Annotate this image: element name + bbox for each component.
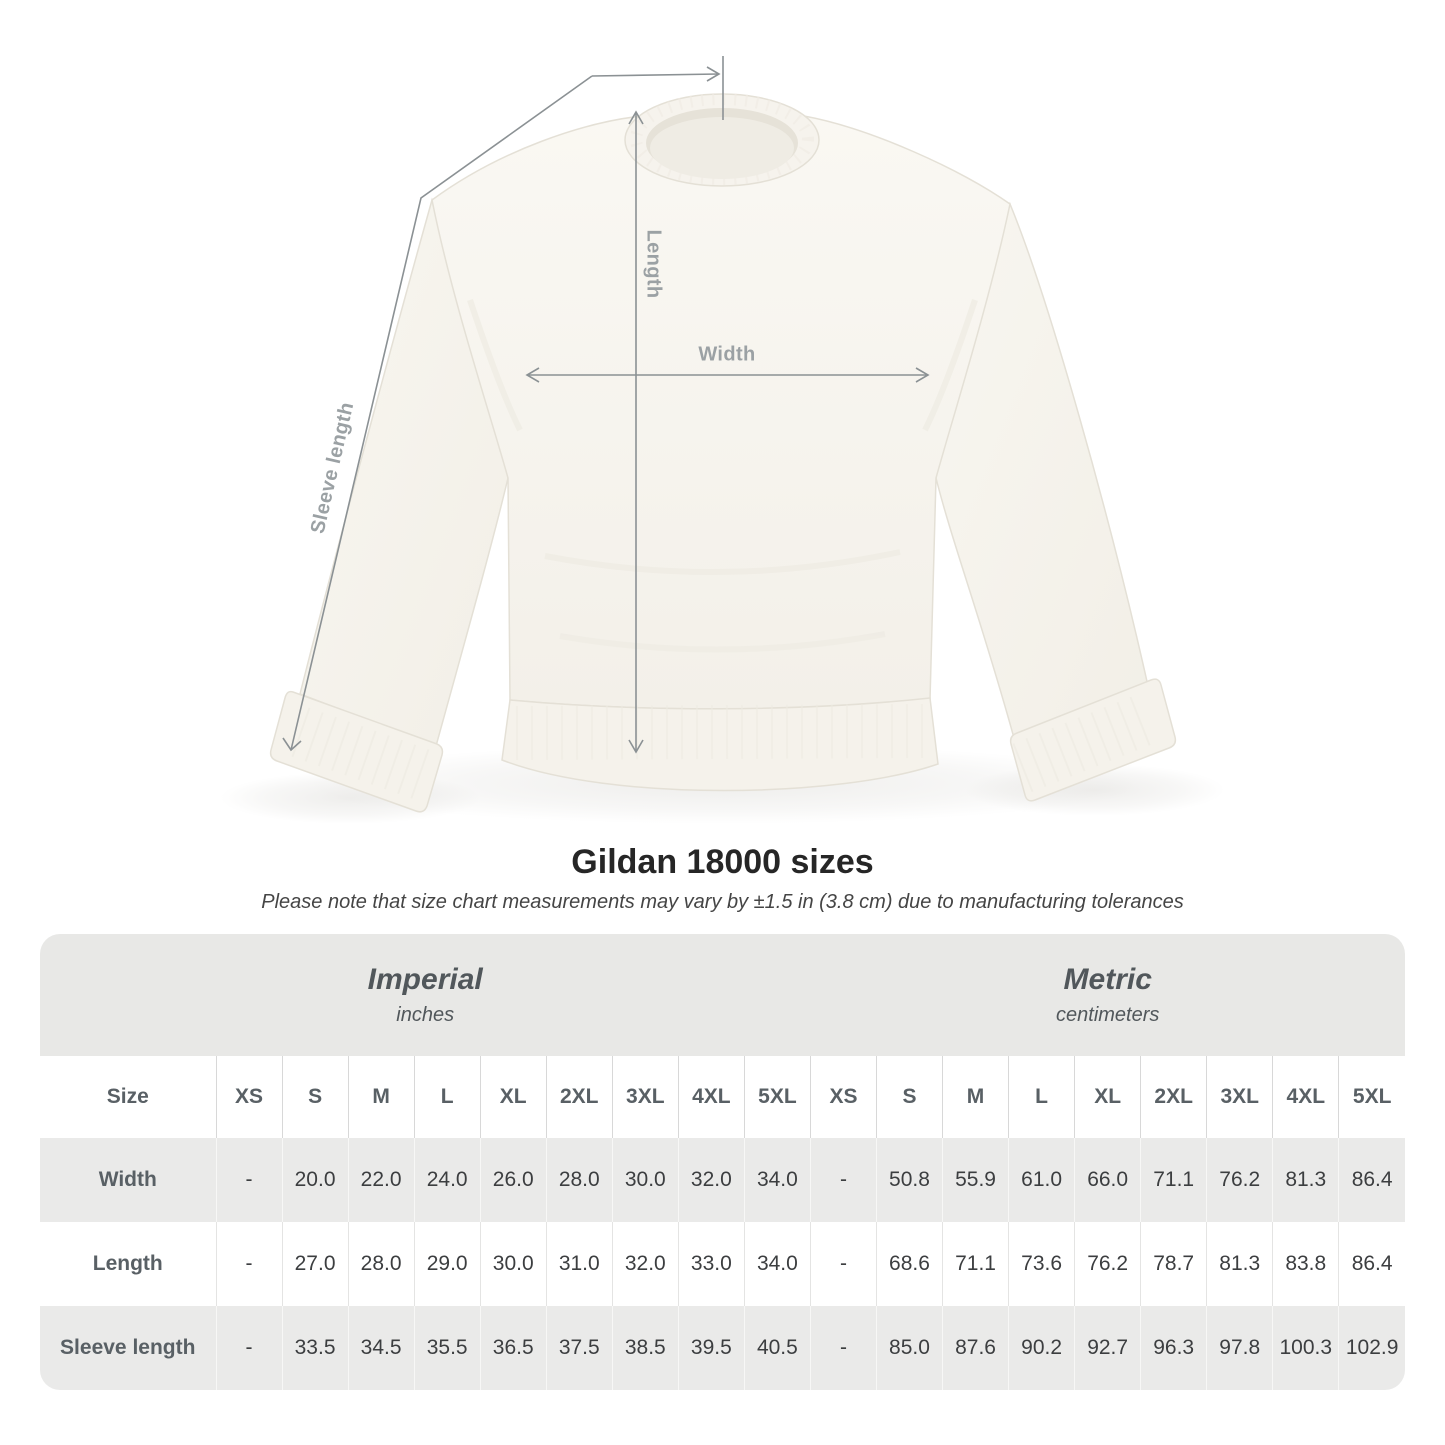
unit-band-row (40, 934, 1405, 1056)
sweatshirt (271, 94, 1176, 812)
imperial-subtitle: inches (396, 1004, 455, 1026)
size-chart-table (40, 934, 1405, 1390)
size-header-label: Size (40, 1056, 216, 1138)
table-cell: 40.5 (744, 1306, 810, 1390)
table-cell: 33.5 (282, 1306, 348, 1390)
length-measure-label: Length (642, 229, 665, 299)
width-measure-label: Width (698, 343, 756, 366)
table-cell: 76.2 (1207, 1138, 1273, 1222)
sleeve-length-row (40, 1306, 1405, 1390)
metric-subtitle: centimeters (1056, 1004, 1160, 1026)
table-cell: 78.7 (1141, 1222, 1207, 1306)
table-cell: 27.0 (282, 1222, 348, 1306)
size-col-header: XL (480, 1056, 546, 1138)
table-cell: 86.4 (1339, 1138, 1405, 1222)
table-cell: 100.3 (1273, 1306, 1339, 1390)
hem-band (502, 698, 938, 791)
table-cell: 83.8 (1273, 1222, 1339, 1306)
table-cell: 37.5 (546, 1306, 612, 1390)
table-cell: 29.0 (414, 1222, 480, 1306)
size-col-header: 2XL (546, 1056, 612, 1138)
table-cell: 50.8 (876, 1138, 942, 1222)
imperial-band (40, 934, 810, 1056)
table-cell: 71.1 (943, 1222, 1009, 1306)
table-cell: 73.6 (1009, 1222, 1075, 1306)
tolerance-note: Please note that size chart measurements may vary by ±1.5 in (3.8 cm) due to manufacturing tolerances (261, 891, 1184, 913)
table-cell: 28.0 (348, 1222, 414, 1306)
size-col-header: M (348, 1056, 414, 1138)
table-cell: 30.0 (612, 1138, 678, 1222)
width-row (40, 1138, 1405, 1222)
table-cell: 24.0 (414, 1138, 480, 1222)
table-cell: 26.0 (480, 1138, 546, 1222)
table-cell: 34.5 (348, 1306, 414, 1390)
row-label-width: Width (40, 1138, 216, 1222)
table-cell: 85.0 (876, 1306, 942, 1390)
table-cell: 32.0 (612, 1222, 678, 1306)
size-col-header: XS (810, 1056, 876, 1138)
table-cell: 39.5 (678, 1306, 744, 1390)
sleeve-length-measure-label: Sleeve length (306, 400, 359, 536)
size-col-header: 5XL (1339, 1056, 1405, 1138)
table-cell: - (216, 1306, 282, 1390)
size-col-header: 4XL (678, 1056, 744, 1138)
table-cell: 33.0 (678, 1222, 744, 1306)
table-cell: 20.0 (282, 1138, 348, 1222)
size-col-header: 3XL (1207, 1056, 1273, 1138)
table-cell: 36.5 (480, 1306, 546, 1390)
size-col-header: S (282, 1056, 348, 1138)
table-cell: - (810, 1222, 876, 1306)
table-cell: 71.1 (1141, 1138, 1207, 1222)
table-cell: 35.5 (414, 1306, 480, 1390)
table-cell: 102.9 (1339, 1306, 1405, 1390)
table-cell: 61.0 (1009, 1138, 1075, 1222)
length-row (40, 1222, 1405, 1306)
table-cell: - (810, 1138, 876, 1222)
row-label-sleeve-length: Sleeve length (40, 1306, 216, 1390)
size-col-header: XL (1075, 1056, 1141, 1138)
table-cell: - (810, 1306, 876, 1390)
table-cell: - (216, 1138, 282, 1222)
table-cell: 32.0 (678, 1138, 744, 1222)
table-cell: 81.3 (1207, 1222, 1273, 1306)
table-cell: - (216, 1222, 282, 1306)
row-label-length: Length (40, 1222, 216, 1306)
table-cell: 76.2 (1075, 1222, 1141, 1306)
metric-band (810, 934, 1405, 1056)
collar-opening (646, 108, 798, 179)
table-cell: 34.0 (744, 1138, 810, 1222)
table-cell: 97.8 (1207, 1306, 1273, 1390)
title-block (0, 830, 1445, 914)
table-cell: 34.0 (744, 1222, 810, 1306)
size-col-header: XS (216, 1056, 282, 1138)
metric-title: Metric (1063, 963, 1152, 996)
size-chart-table-container (40, 934, 1405, 1390)
table-cell: 28.0 (546, 1138, 612, 1222)
table-cell: 96.3 (1141, 1306, 1207, 1390)
table-cell: 55.9 (943, 1138, 1009, 1222)
size-col-header: L (1009, 1056, 1075, 1138)
size-header-row (40, 1056, 1405, 1138)
imperial-title: Imperial (367, 963, 483, 996)
size-col-header: S (876, 1056, 942, 1138)
table-cell: 92.7 (1075, 1306, 1141, 1390)
size-col-header: L (414, 1056, 480, 1138)
table-cell: 90.2 (1009, 1306, 1075, 1390)
table-cell: 87.6 (943, 1306, 1009, 1390)
size-col-header: 2XL (1141, 1056, 1207, 1138)
table-cell: 31.0 (546, 1222, 612, 1306)
size-col-header: 3XL (612, 1056, 678, 1138)
body (432, 110, 1010, 709)
table-cell: 66.0 (1075, 1138, 1141, 1222)
table-cell: 30.0 (480, 1222, 546, 1306)
size-col-header: M (943, 1056, 1009, 1138)
table-cell: 38.5 (612, 1306, 678, 1390)
size-col-header: 5XL (744, 1056, 810, 1138)
sleeve-horizontal-line (592, 74, 719, 76)
table-cell: 68.6 (876, 1222, 942, 1306)
size-col-header: 4XL (1273, 1056, 1339, 1138)
table-cell: 22.0 (348, 1138, 414, 1222)
table-cell: 81.3 (1273, 1138, 1339, 1222)
page-title: Gildan 18000 sizes (571, 843, 874, 881)
table-cell: 86.4 (1339, 1222, 1405, 1306)
